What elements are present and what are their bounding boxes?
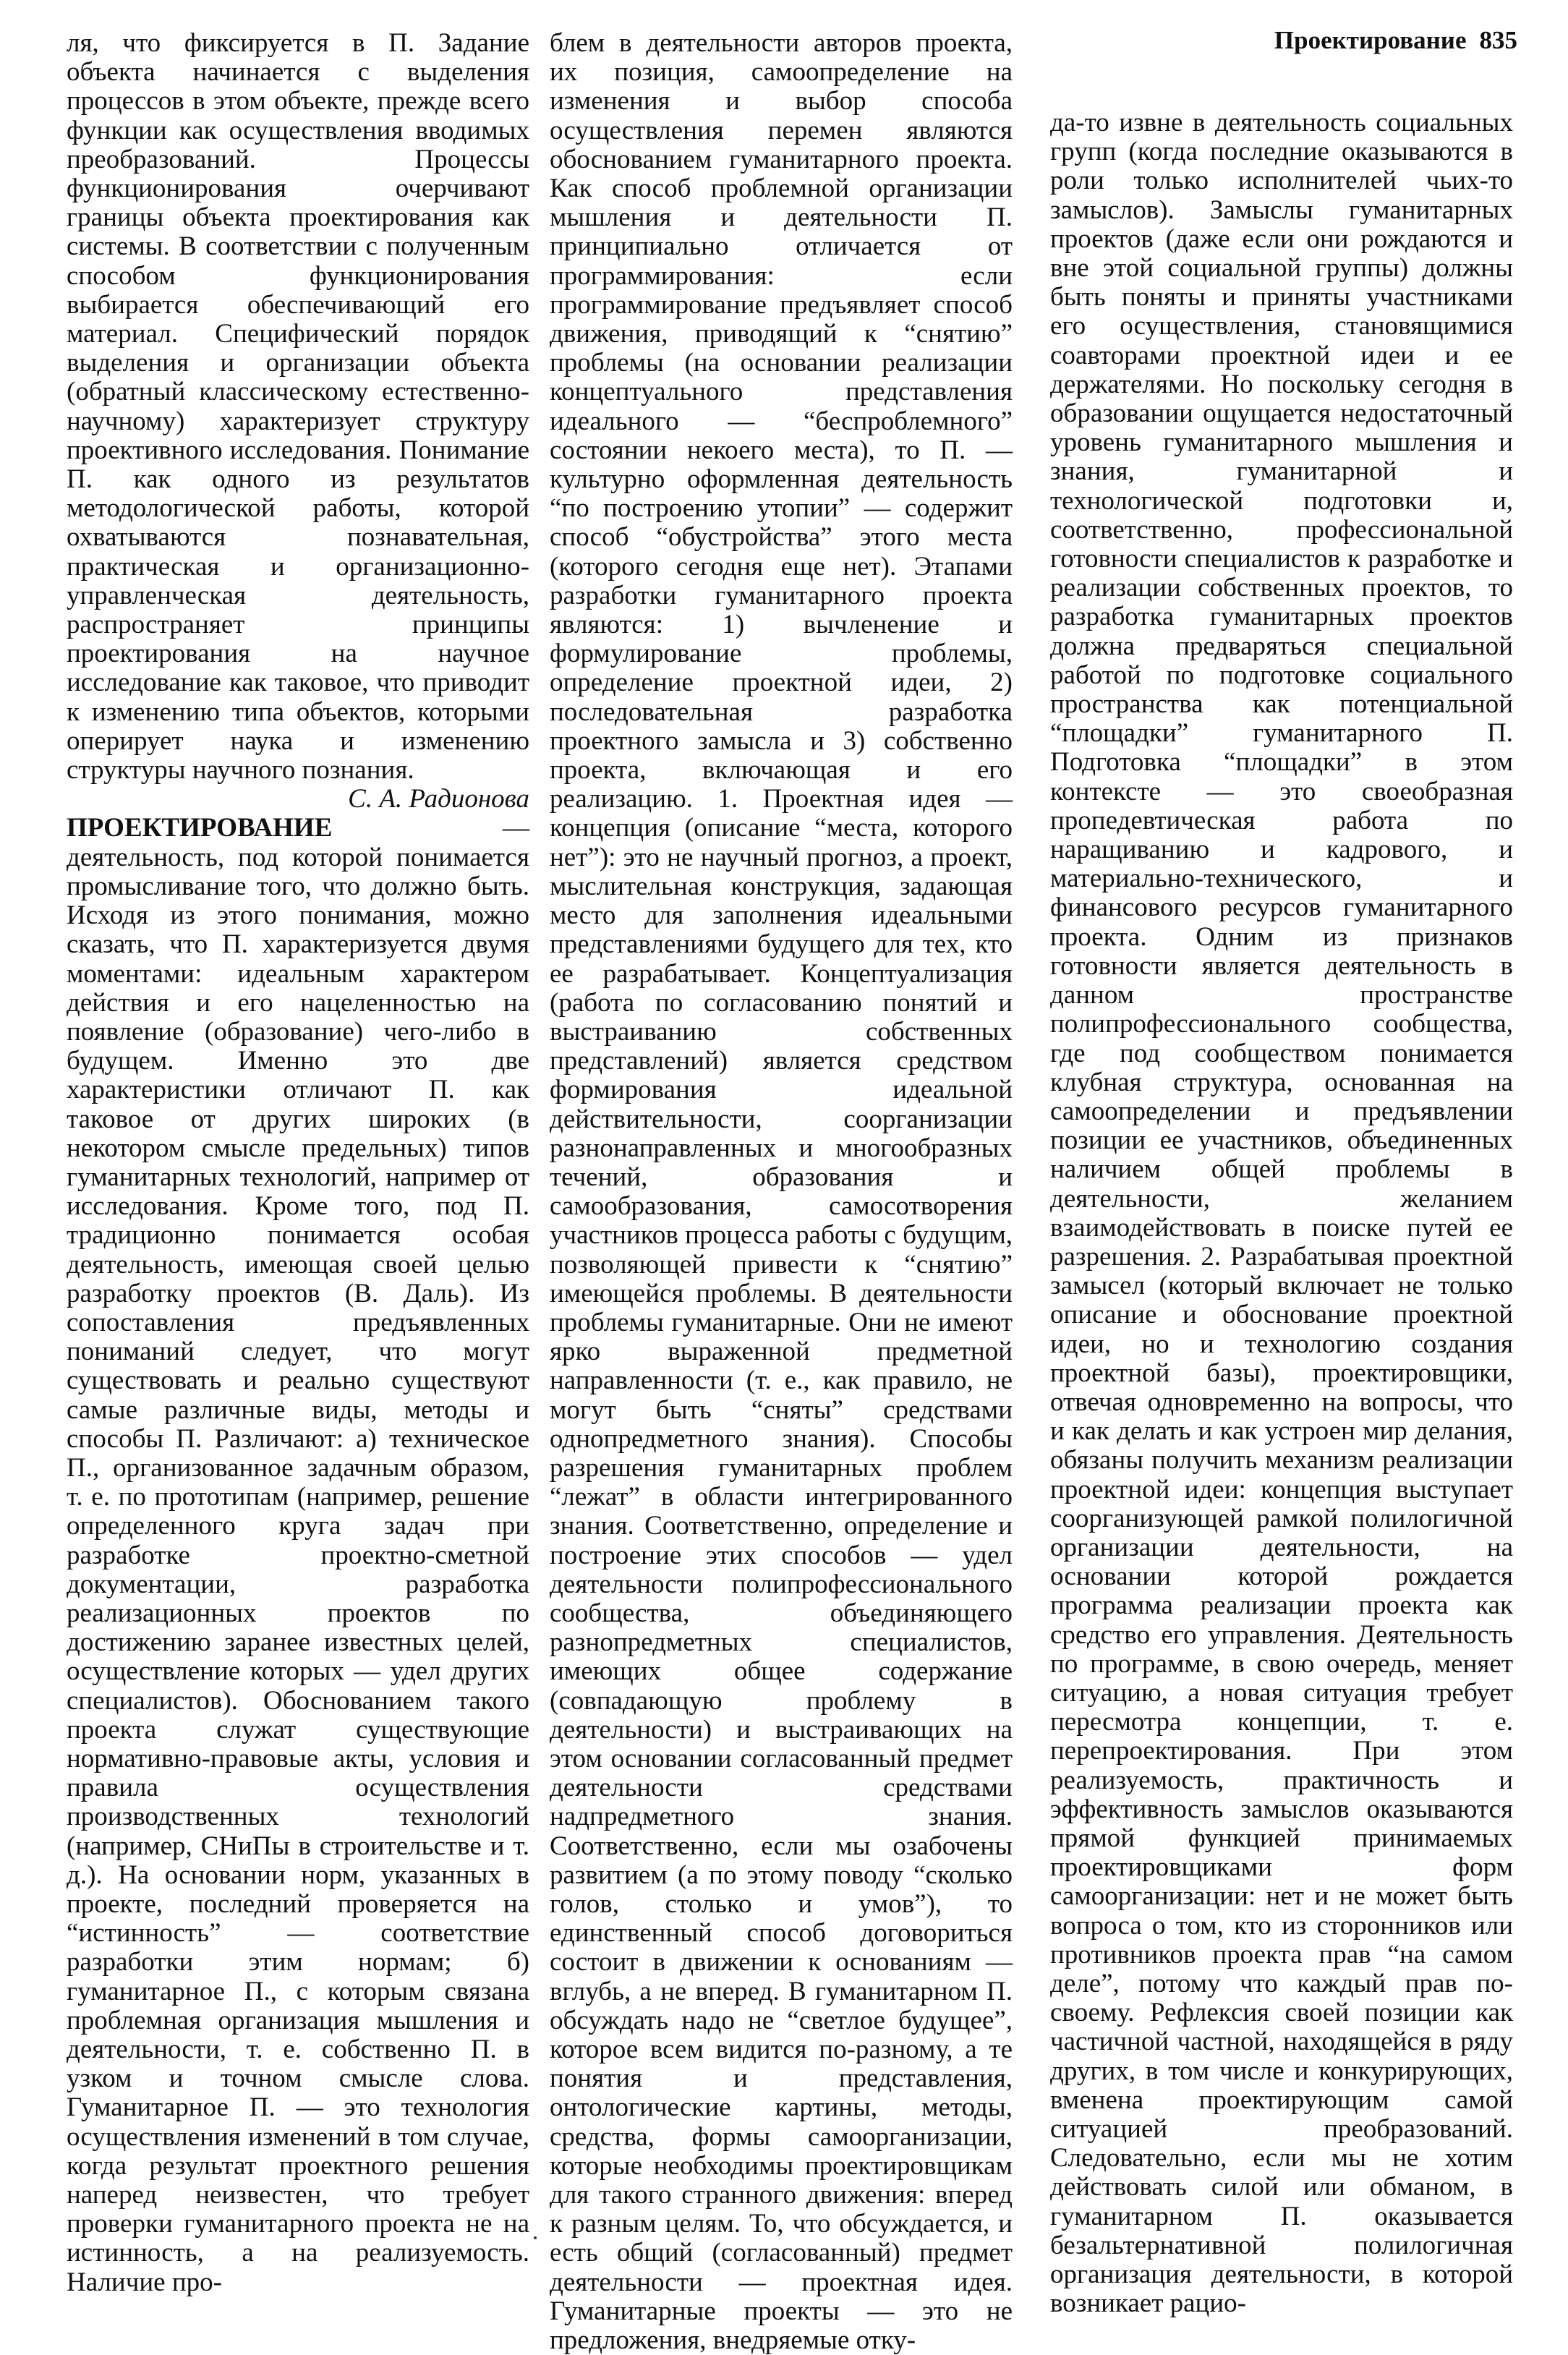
column-3: [1050, 108, 1513, 2319]
paragraph: да-то извне в деятельность социальных групп (когда последние оказываются в роли только исполнителей чьих-то замыслов). Замыслы гуманитарных проектов (даже если они рождаются и вне этой социальной группы) должны быть поняты и приняты участниками его осуществления, становящимися соавторами проектной идеи и ее держателями. Но поскольку сегодня в образовании ощущается недостаточный уровень гуманитарного мышления и знания, гуманитарной и технологической подготовки и, соответственно, профессиональной готовности специалистов к разработке и реализации собственных проектов, то разработка гуманитарных проектов должна предваряться специальной работой по подготовке социального пространства как потенциальной “площадки” гуманитарного П. Подготовка “площадки” в этом контексте — это своеобразная пропедевтическая работа по наращиванию и кадрового, и материально-технического, и финансового ресурсов гуманитарного проекта. Одним из признаков готовности является деятельность в данном пространстве полипрофессионального сообщества, где под сообществом понимается клубная структура, основанная на самоопределении и предъявлении позиции ее участников, объединенных наличием общей проблемы в деятельности, желанием взаимодействовать в поиске путей ее разрешения. 2. Разрабатывая проектной замысел (который включает не только описание и обоснование проектной идеи, но и технологию создания проектной базы), проектировщики, отвечая одновременно на вопросы, что и как делать и как устроен мир делания, обязаны получить механизм реализации проектной идеи: концепция выступает соорганизующей рамкой полилогичной организации деятельности, на основании которой рождается программа реализации проекта как средство его управления. Деятельность по программе, в свою очередь, меняет ситуацию, а новая ситуация требует пересмотра концепции, т. е. перепроектирования. При этом реализуемость, практичность и эффективность замыслов оказываются прямой функцией принимаемых проектировщиками форм самоорганизации: нет и не может быть вопроса о том, кто из сторонников или противников проекта прав “на самом деле”, потому что каждый прав по-своему. Рефлексия своей позиции как частичной частной, находящейся в ряду других, в том числе и конкурирующих, вменена проектирующим самой ситуацией преобразований. Следовательно, если мы не хотим действовать силой или обманом, в гуманитарном П. оказывается безальтернативной полилогичная организация деятельности, в которой возникает рацио-: [1050, 108, 1513, 2319]
author-signature: С. А. Радионова: [348, 784, 529, 814]
entry-text: — деятельность, под которой понимается промысливание того, что должно быть. Исходя из этого понимания, можно сказать, что П. характеризуется двумя моментами: идеальным характером действия и его нацеленностью на появление (образование) чего-либо в будущем. Именно это две характеристики отличают П. как таковое от других широких (в некотором смысле предельных) типов гуманитарных технологий, например от исследования. Кроме того, под П. традиционно понимается особая деятельность, имеющая своей целью разработку проектов (В. Даль). Из сопоставления предъявленных пониманий следует, что могут существовать и реально существуют самые различные виды, методы и способы П. Различают: а) техническое П., организованное задачным образом, т. е. по прототипам (например, решение определенного круга задач при разработке проектно-сметной документации, разработка реализационных проектов по достижению заранее известных целей, осуществление которых — удел других специалистов). Обоснованием такого проекта служат существующие нормативно-правовые акты, условия и правила осуществления производственных технологий (например, СНиПы в строительстве и т. д.). На основании норм, указанных в проекте, последний проверяется на “истинность” — соответствие разработки этим нормам; б) гуманитарное П., с которым связана проблемная организация мышления и деятельности, т. е. собственно П. в узком и точном смысле слова. Гуманитарное П. — это технология осуществления изменений в том случае, когда результат проектного решения наперед неизвестен, что требует проверки гуманитарного проекта не на истинность, а на реализуемость. Наличие про-: [67, 813, 529, 2297]
entry-term: ПРОЕКТИРОВАНИЕ: [67, 813, 333, 843]
header-title: Проектирование: [1274, 26, 1467, 54]
column-2: [550, 28, 1013, 2355]
paragraph: ля, что фиксируется в П. Задание объекта начинается с выделения процессов в этом объекте, прежде всего функции как осуществления вводимых преобразований. Процессы функционирования очерчивают границы объекта проектирования как системы. В соответствии с полученным способом функционирования выбирается обеспечивающий его материал. Специфический порядок выделения и организации объекта (обратный классическому естественно-научному) характеризует структуру проективного исследования. Понимание П. как одного из результатов методологической работы, которой охватываются познавательная, практическая и организационно-управленческая деятельность, распространяет принципы проектирования на научное исследование как таковое, что приводит к изменению типа объектов, которыми оперирует наука и изменению структуры научного познания.: [67, 28, 529, 785]
page-number: 835: [1479, 26, 1517, 54]
paragraph: блем в деятельности авторов проекта, их позиция, самоопределение на изменения и выбор способа осуществления перемен являются обоснованием гуманитарного проекта. Как способ проблемной организации мышления и деятельности П. принципиально отличается от программирования: если программирование предъявляет способ движения, приводящий к “снятию” проблемы (на основании реализации концептуального представления идеального — “беспроблемного” состоянии некоего места), то П. — культурно оформленная деятельность “по построению утопии” — содержит способ “обустройства” этого места (которого сегодня еще нет). Этапами разработки гуманитарного проекта являются: 1) вычленение и формулирование проблемы, определение проектной идеи, 2) последовательная разработка проектного замысла и 3) собственно проекта, включающая и его реализацию. 1. Проектная идея — концепция (описание “места, которого нет”): это не научный прогноз, а проект, мыслительная конструкция, задающая место для заполнения идеальными представлениями будущего для тех, кто ее разрабатывает. Концептуализация (работа по согласованию понятий и выстраиванию собственных представлений) является средством формирования идеальной действительности, соорганизации разнонаправленных и многообразных течений, образования и самообразования, самосотворения участников процесса работы с будущим, позволяющей привести к “снятию” имеющейся проблемы. В деятельности проблемы гуманитарные. Они не имеют ярко выраженной предметной направленности (т. е., как правило, не могут быть “сняты” средствами однопредметного знания). Способы разрешения гуманитарных проблем “лежат” в области интегрированного знания. Соответственно, определение и построение этих способов — удел деятельности полипрофессионального сообщества, объединяющего разнопредметных специалистов, имеющих общее содержание (совпадающую проблему в деятельности) и выстраивающих на этом основании согласованный предмет деятельности средствами надпредметного знания. Соответственно, если мы озабочены развитием (а по этому поводу “сколько голов, столько и умов”), то единственный способ договориться состоит в движении к основаниям — вглубь, а не вперед. В гуманитарном П. обсуждать надо не “светлое будущее”, которое всем видится по-разному, а те понятия и представления, онтологические картины, методы, средства, формы самоорганизации, которые необходимы проектировщикам для такого странного движения: вперед к разным целям. То, что обсуждается, и есть общий (согласованный) предмет деятельности — проектная идея. Гуманитарные проекты — это не предложения, внедряемые отку-: [550, 28, 1013, 2355]
running-header: [1274, 26, 1517, 55]
column-1: [67, 28, 529, 2297]
print-speck: [534, 2236, 537, 2239]
entry-paragraph: [67, 814, 529, 2296]
